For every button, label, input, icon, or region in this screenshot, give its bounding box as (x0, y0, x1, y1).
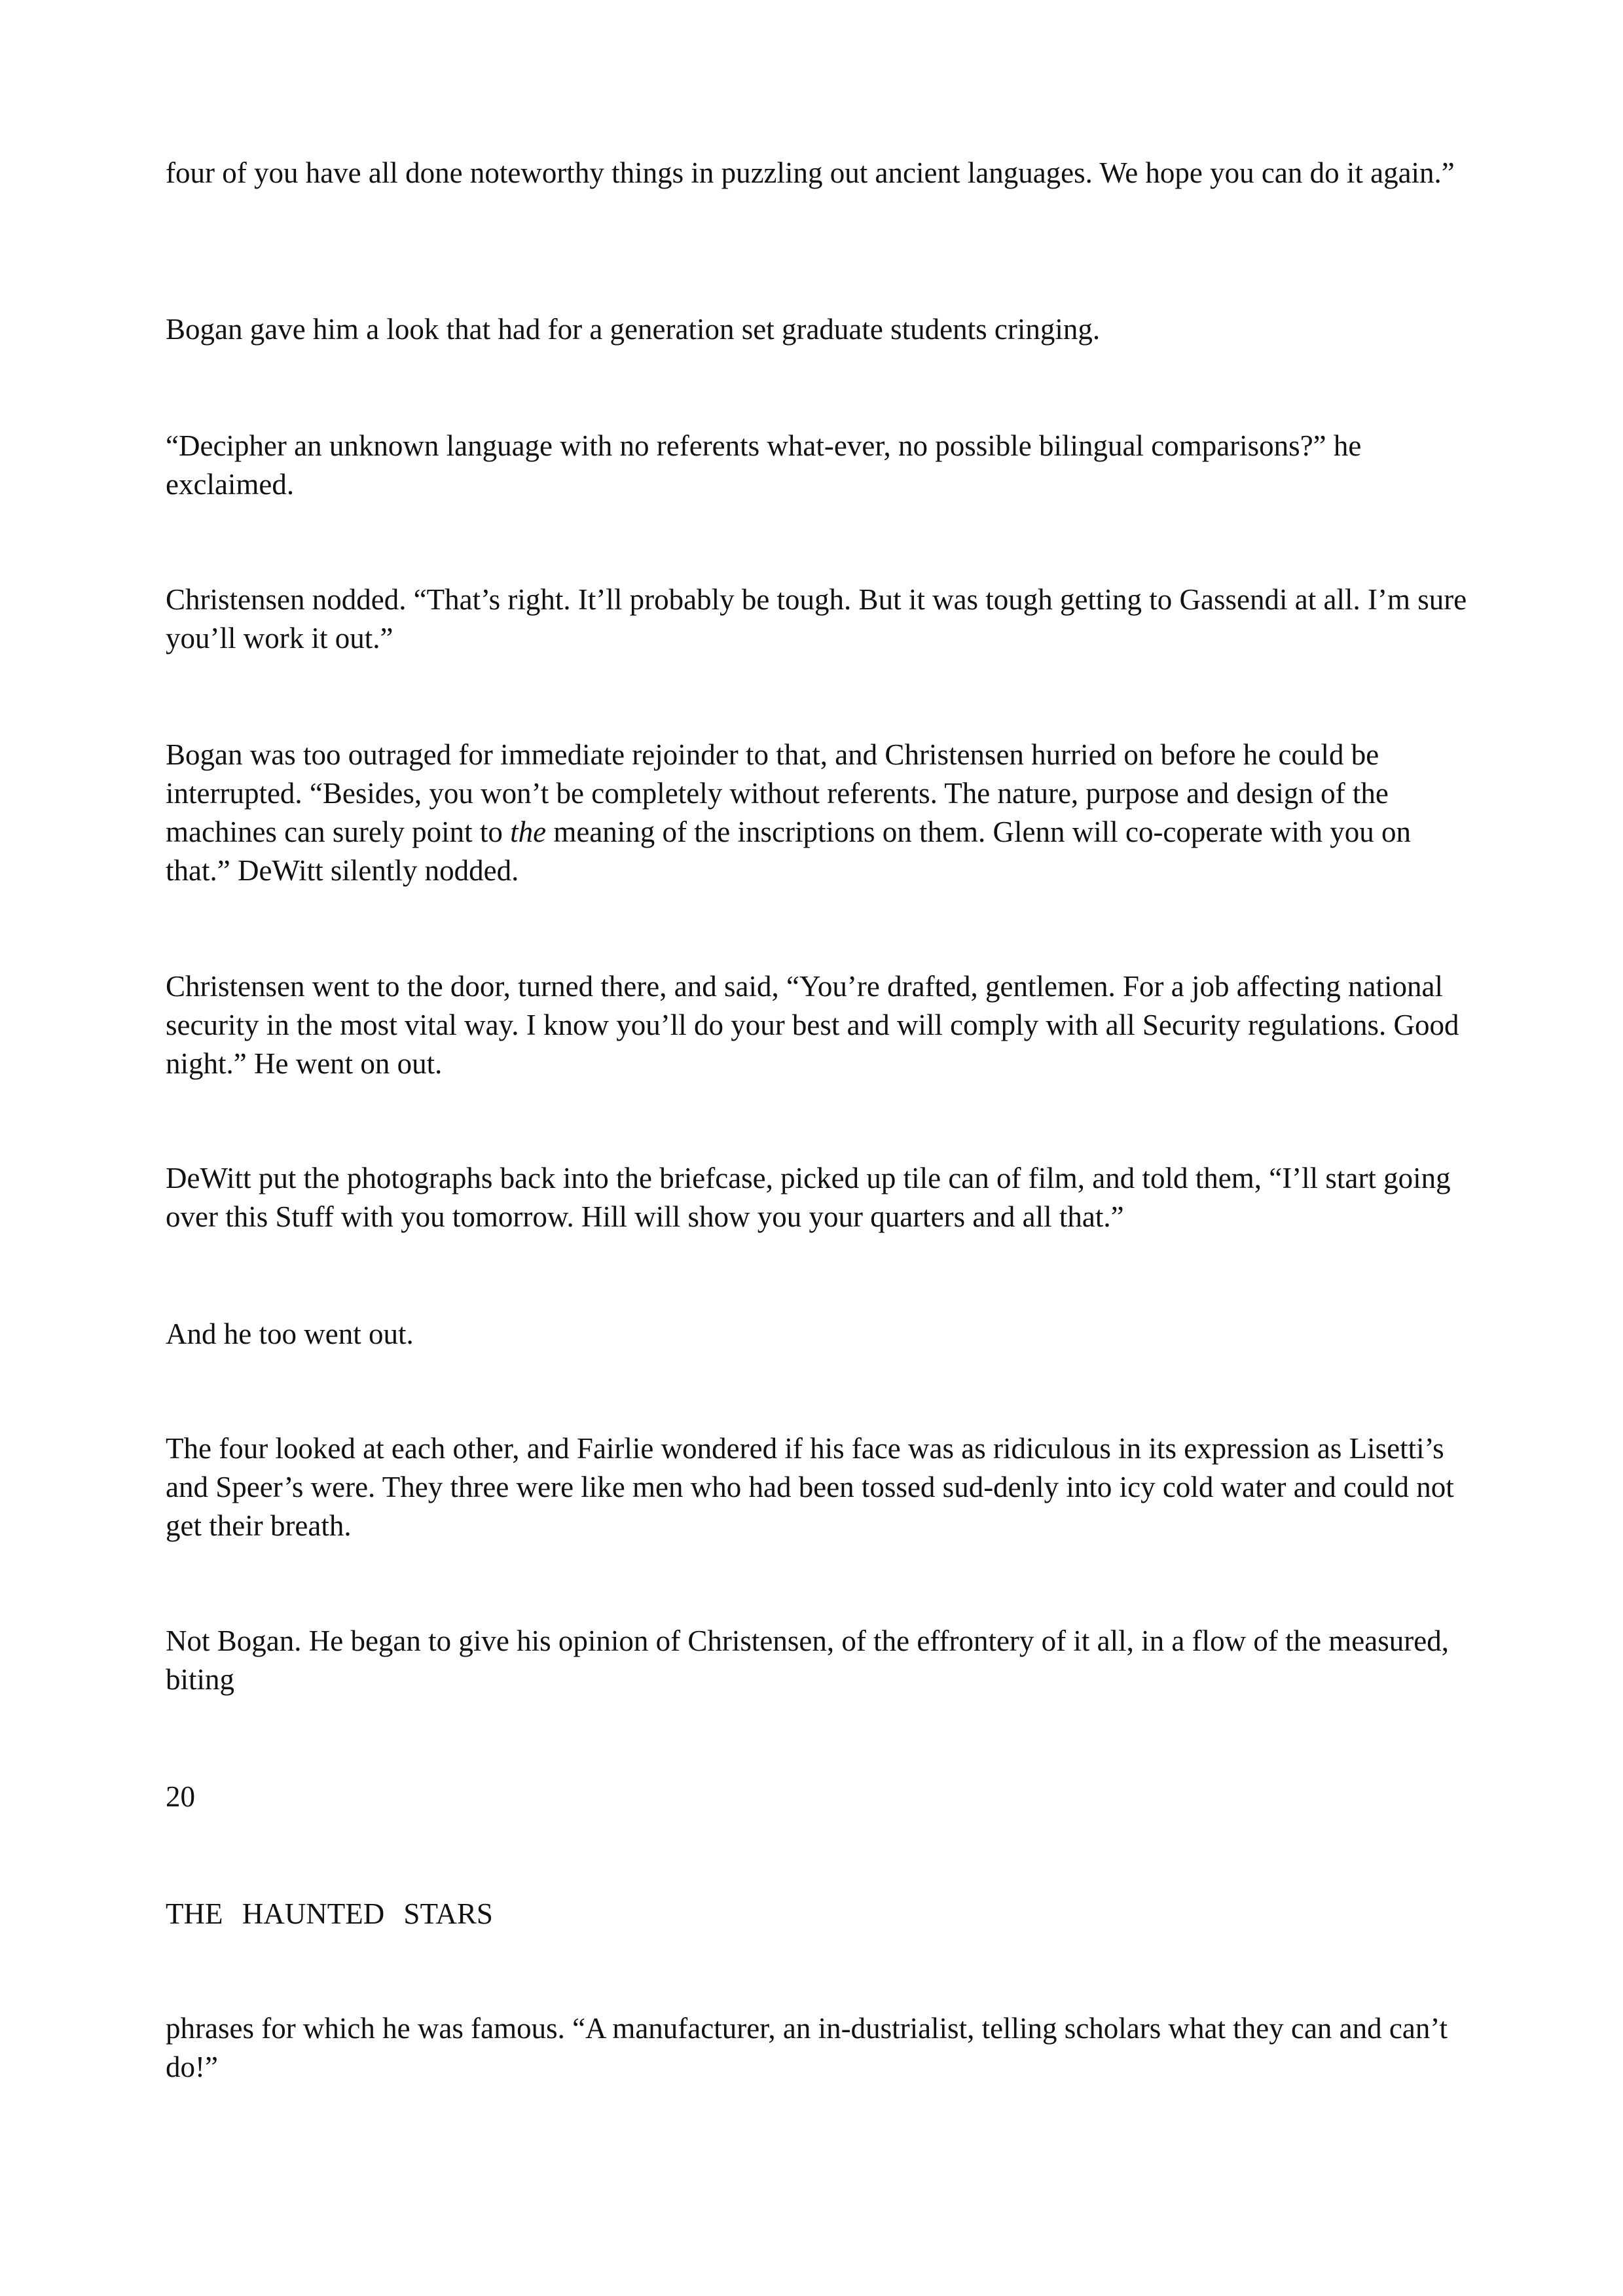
paragraph-9 (166, 1429, 1468, 1545)
paragraph-5 (166, 736, 1468, 890)
paragraph-7 (166, 1159, 1468, 1236)
paragraph-continuation (166, 2009, 1468, 2087)
paragraph-text: DeWitt put the photographs back into the briefcase, picked up tile can of film, and told them, “I’ll start going over this Stuff with you tomorrow. Hill will show you your quarters and all that.” (166, 1162, 1451, 1233)
paragraph-text: four of you have all done noteworthy things in puzzling out ancient languages. We hope you can do it again.” (166, 156, 1455, 189)
paragraph-text: Christensen nodded. “That’s right. It’ll probably be tough. But it was tough getting to Gassendi at all. I’m sure you’ll work it out.” (166, 583, 1467, 655)
paragraph-8 (166, 1315, 1468, 1354)
paragraph-2 (166, 310, 1468, 349)
paragraph-3 (166, 427, 1468, 504)
page-number (166, 1778, 1468, 1816)
paragraph-text: Bogan gave him a look that had for a generation set graduate students cringing. (166, 313, 1101, 346)
paragraph-text: “Decipher an unknown language with no referents what-ever, no possible bilingual comparisons?” he exclaimed. (166, 429, 1362, 501)
paragraph-text-after: meaning of the inscriptions on them. Glenn will co-coperate with you on that.” DeWitt silently nodded. (166, 816, 1412, 887)
paragraph-text: Christensen went to the door, turned there, and said, “You’re drafted, gentlemen. For a job affecting national security in the most vital way. I know you’ll do your best and will comply with all Security regulations. Good night.” He went on out. (166, 970, 1459, 1080)
paragraph-text-before: Bogan was too outraged for immediate rejoinder to that, and Christensen hurried on before he could be interrupted. “Besides, you won’t be completely without referents. The nature, purpose and design of the machines can surely point to (166, 738, 1389, 848)
paragraph-text: phrases for which he was famous. “A manufacturer, an in-dustrialist, telling scholars what they can and can’t do!” (166, 2012, 1448, 2083)
paragraph-1 (166, 154, 1468, 192)
paragraph-10 (166, 1622, 1468, 1699)
running-head-text: THE HAUNTED STARS (166, 1897, 493, 1930)
paragraph-4 (166, 581, 1468, 658)
paragraph-6 (166, 967, 1468, 1083)
page-number-text: 20 (166, 1780, 195, 1813)
italic-word: the (510, 816, 547, 848)
paragraph-text: Not Bogan. He began to give his opinion of Christensen, of the effrontery of it all, in a flow of the measured, biting (166, 1624, 1449, 1696)
paragraph-text (166, 736, 1468, 890)
paragraph-text: The four looked at each other, and Fairlie wondered if his face was as ridiculous in its expression as Lisetti’s and Speer’s were. They three were like men who had been tossed sud-denly into icy cold water and could not get their breath. (166, 1432, 1454, 1542)
paragraph-text: And he too went out. (166, 1318, 414, 1350)
running-head (166, 1895, 1468, 1933)
